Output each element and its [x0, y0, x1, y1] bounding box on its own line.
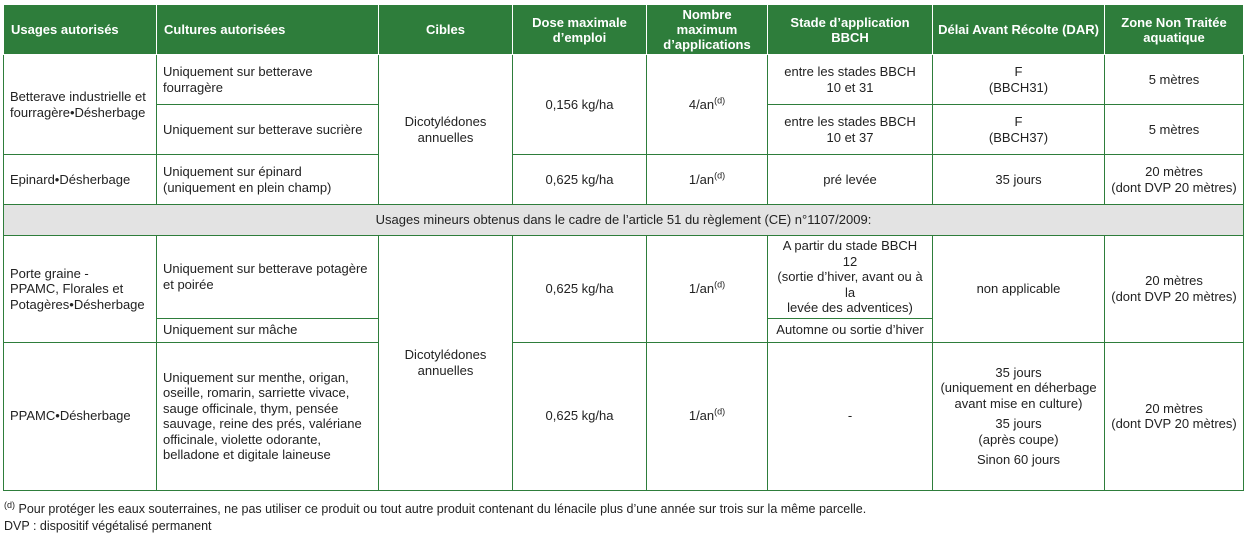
header-row [4, 5, 1244, 55]
nombre-cell: $1/an^{(d)}$ [647, 155, 768, 205]
dar-cell: F (BBCH37) [933, 105, 1105, 155]
stade-cell: - [768, 342, 933, 490]
header-dose: Dose maximale d’emploi [513, 5, 647, 55]
dar-cell: 35 jours (uniquement en déherbage avant mise en culture) 35 jours (après coupe) Sinon 60 jours [933, 342, 1105, 490]
culture-cell: Uniquement sur épinard (uniquement en plein champ) [157, 155, 379, 205]
culture-cell: Uniquement sur betterave sucrière [157, 105, 379, 155]
culture-cell: Uniquement sur menthe, origan, oseille, romarin, sarriette vivace, sauge officinale, thym, pensée sauvage, reine des prés, valériane officinale, violette odorante, belladone et digitale laineuse [157, 342, 379, 490]
dose-cell: 0,156 kg/ha [513, 55, 647, 155]
header-cibles: Cibles [379, 5, 513, 55]
header-cultures: Cultures autorisées [157, 5, 379, 55]
usage-cell: Betterave industrielle et fourragère•Désherbage [4, 55, 157, 155]
znt-cell: 5 mètres [1105, 55, 1244, 105]
header-znt: Zone Non Traitée aquatique [1105, 5, 1244, 55]
footnote-text: Pour protéger les eaux souterraines, ne pas utiliser ce produit ou tout autre produit contenant du lénacile plus d’une année sur trois sur la même parcelle. [18, 502, 867, 516]
cibles-cell: Dicotylédones annuelles [379, 236, 513, 491]
header-dar: Délai Avant Récolte (DAR) [933, 5, 1105, 55]
table-row [4, 155, 1244, 205]
usage-table [3, 4, 1244, 491]
nombre-cell: $4/an^{(d)}$ [647, 55, 768, 155]
stade-cell: entre les stades BBCH 10 et 31 [768, 55, 933, 105]
dar-cell: 35 jours [933, 155, 1105, 205]
section-band: Usages mineurs obtenus dans le cadre de l’article 51 du règlement (CE) n°1107/2009: [4, 205, 1244, 236]
stade-cell: Automne ou sortie d’hiver [768, 318, 933, 342]
cibles-cell: Dicotylédones annuelles [379, 55, 513, 205]
stade-cell: pré levée [768, 155, 933, 205]
culture-cell: Uniquement sur betterave fourragère [157, 55, 379, 105]
footnote-d [4, 499, 867, 516]
dose-cell: 0,625 kg/ha [513, 236, 647, 343]
znt-cell: 20 mètres (dont DVP 20 mètres) [1105, 155, 1244, 205]
dose-cell: 0,625 kg/ha [513, 155, 647, 205]
footnote-marker: (d) [4, 499, 15, 510]
table-row [4, 342, 1244, 490]
header-stade: Stade d’application BBCH [768, 5, 933, 55]
stade-cell: entre les stades BBCH 10 et 37 [768, 105, 933, 155]
culture-cell: Uniquement sur mâche [157, 318, 379, 342]
znt-cell: 20 mètres (dont DVP 20 mètres) [1105, 342, 1244, 490]
znt-cell: 5 mètres [1105, 105, 1244, 155]
nombre-cell: $1/an^{(d)}$ [647, 342, 768, 490]
stade-cell: A partir du stade BBCH 12 (sortie d’hiver, avant ou à la levée des adventices) [768, 236, 933, 319]
dose-cell: 0,625 kg/ha [513, 342, 647, 490]
usage-cell: PPAMC•Désherbage [4, 342, 157, 490]
usage-cell: Porte graine - PPAMC, Florales et Potagères•Désherbage [4, 236, 157, 343]
table-row [4, 55, 1244, 105]
culture-cell: Uniquement sur betterave potagère et poirée [157, 236, 379, 319]
table-row [4, 236, 1244, 319]
footnote-dvp: DVP : dispositif végétalisé permanent [4, 519, 212, 533]
header-nombre: Nombre maximum d’applications [647, 5, 768, 55]
section-band-row [4, 205, 1244, 236]
header-usages: Usages autorisés [4, 5, 157, 55]
dar-cell: non applicable [933, 236, 1105, 343]
usage-cell: Epinard•Désherbage [4, 155, 157, 205]
nombre-cell: $1/an^{(d)}$ [647, 236, 768, 343]
znt-cell: 20 mètres (dont DVP 20 mètres) [1105, 236, 1244, 343]
dar-cell: F (BBCH31) [933, 55, 1105, 105]
